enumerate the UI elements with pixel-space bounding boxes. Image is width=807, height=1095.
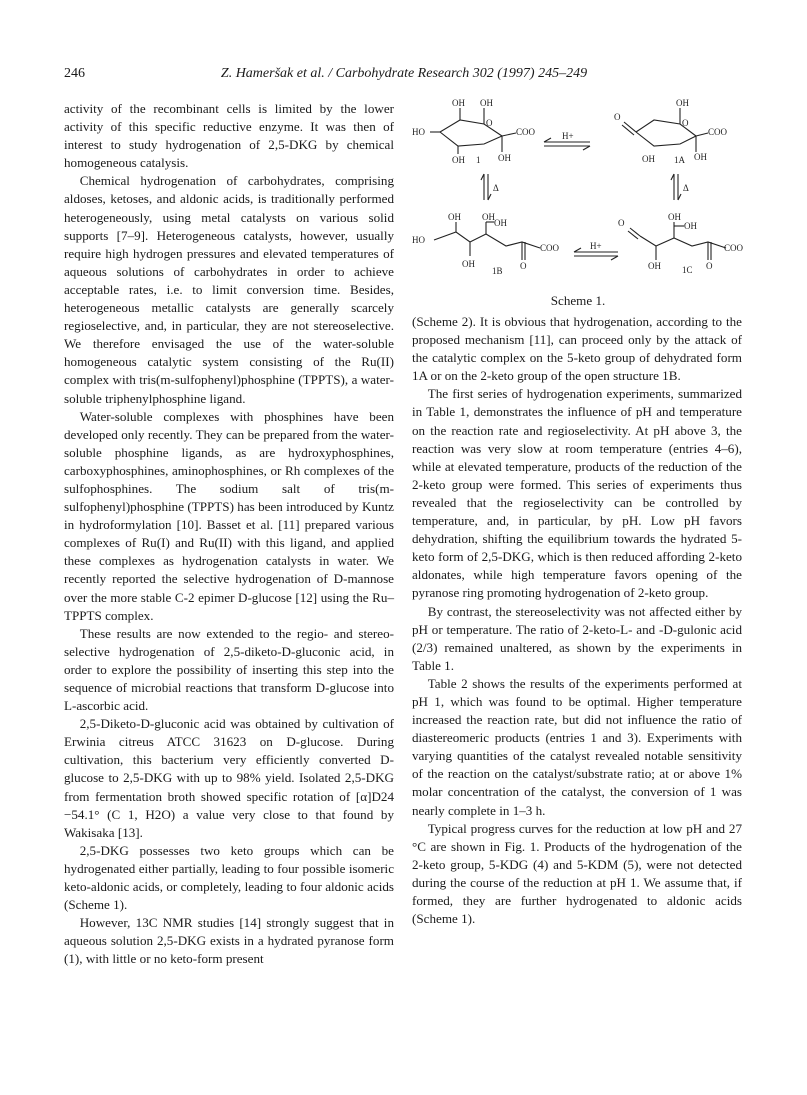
label-delta: Δ <box>683 183 689 193</box>
label-oh: OH <box>648 261 661 271</box>
label-coo: COO <box>724 243 744 253</box>
label-oh: OH <box>448 212 461 222</box>
label-coo: COO <box>540 243 560 253</box>
compound-label-1b: 1B <box>492 266 503 276</box>
label-o: O <box>520 261 527 271</box>
label-h-plus: H+ <box>590 241 602 251</box>
label-oh: OH <box>498 153 511 163</box>
right-column <box>412 313 742 928</box>
page-header <box>64 66 744 86</box>
label-oh: OH <box>668 212 681 222</box>
label-oh: OH <box>452 98 465 108</box>
label-h-plus: H+ <box>562 131 574 141</box>
paragraph: Table 2 shows the results of the experiments performed at pH 1, which was found to be optimal. Higher temperature increased the reaction rate, but did not influence the ratio of diastereomeric products (entries 1 and 3). Experiments with varying quantities of the catalyst revealed notable sensitivity of the reaction on the catalyst/substrate ratio; at or above 1% molar concentration of the catalyst, the conversion of 1 was nearly complete in 1–3 h. <box>412 675 742 818</box>
structure-1 <box>430 108 516 154</box>
paragraph: 2,5-Diketo-D-gluconic acid was obtained by cultivation of Erwinia citreus ATCC 31623 on D-glucose. During cultivation, this bacterium very efficiently converted D-glucose to 2,5-DKG with up to 98% yield. Isolated 2,5-DKG from fermentation broth showed specific rotation of [α]D24 −54.1° (C 1, H2O) a value very close to that found by Wakisaka [13]. <box>64 716 394 840</box>
label-oh: OH <box>494 218 507 228</box>
label-o: O <box>706 261 713 271</box>
label-coo: COO <box>516 127 536 137</box>
paragraph: However, 13C NMR studies [14] strongly suggest that in aqueous solution 2,5-DKG exists in a hydrated pyranose form (1), with little or no keto-form present <box>64 915 394 967</box>
paragraph: 2,5-DKG possesses two keto groups which can be hydrogenated either partially, leading to four possible isomeric keto-aldonic acids, or completely, leading to four aldonic acids (Scheme 1). <box>64 842 394 913</box>
label-oh: OH <box>480 98 493 108</box>
structure-1c <box>628 222 726 260</box>
label-oh: OH <box>452 155 465 165</box>
label-oh: OH <box>684 221 697 231</box>
paragraph: These results are now extended to the regio- and stereo-selective hydrogenation of 2,5-diketo-D-gluconic acid, in order to explore the possibility of inserting this step into the sequence of microbial reactions that transform D-glucose into L-ascorbic acid. <box>64 625 394 714</box>
label-oh: OH <box>642 154 655 164</box>
structure-1b <box>434 222 540 260</box>
label-ho: HO <box>412 235 425 245</box>
vertical-arrow-left <box>481 174 491 200</box>
paragraph: Typical progress curves for the reduction at low pH and 27 °C are shown in Fig. 1. Products of the hydrogenation of the 2-keto group, 5-KDG (4) and 5-KDM (5), were not detected during the course of the reduction at pH 1. We assume that, if formed, they are further hydrogenated to aldonic acids (Scheme 1). <box>412 820 742 927</box>
page-number: 246 <box>64 66 85 81</box>
scheme-1-figure <box>412 96 744 311</box>
left-column <box>64 100 394 969</box>
paragraph: By contrast, the stereoselectivity was not affected either by pH or temperature. The ratio of 2-keto-L- and -D-gulonic acid (2/3) remained unaltered, as shown by the experiments in Table 1. <box>412 603 742 673</box>
paragraph: (Scheme 2). It is obvious that hydrogenation, according to the proposed mechanism [11], can proceed only by the attack of the catalytic complex on the 5-keto group of dehydrated form 1A or on the 2-keto group of the open structure 1B. <box>412 314 742 384</box>
label-oh: OH <box>694 152 707 162</box>
compound-label-1a: 1A <box>674 155 685 165</box>
paragraph: The first series of hydrogenation experiments, summarized in Table 1, demonstrates the influence of pH and temperature on the reaction rate and regioselectivity. At pH above 3, the reaction was very slow at room temperature (entries 4–6), while at elevated temperature, products of the reduction of the 2-keto group were formed. This series of experiments thus revealed that the regioselectivity can be controlled by temperature, and, in particular, by pH. Low pH favors dehydration, shifting the equilibrium towards the hydrated 5-keto form of 2,5-DKG, which is then reduced affording 2-keto aldonates, while high temperature favors opening of the pyranose ring promoting hydrogenation of 2-keto group. <box>412 386 742 601</box>
scheme-caption: Scheme 1. <box>550 293 606 308</box>
structure-1a <box>622 108 708 152</box>
running-title: Z. Hameršak et al. / Carbohydrate Research 302 (1997) 245–249 <box>220 66 588 81</box>
label-oh: OH <box>462 259 475 269</box>
compound-label-1: 1 <box>476 155 481 165</box>
vertical-arrow-right <box>671 174 681 200</box>
label-ho: HO <box>412 127 425 137</box>
scheme-1-drawing <box>412 96 744 291</box>
label-o: O <box>486 118 493 128</box>
label-o: O <box>682 118 689 128</box>
label-o: O <box>618 218 625 228</box>
label-coo: COO <box>708 127 728 137</box>
paragraph: Water-soluble complexes with phosphines have been developed only recently. They can be prepared from the water-soluble phosphine ligands, as are hydroxyphosphines, carboxyphosphines, aminophosphines, or Rh complexes of the sulfophosphines. The sodium salt of tris(m-sulfophenyl)phosphine (TPPTS) has been introduced by Kuntz in hydroformylation [10]. Basset et al. [11] prepared various complexes of Ru(I) and Ru(II) with this ligand, and applied these complexes as hydrogenation catalysts in water. We recently reported the selective hydrogenation of D-mannose over the more stable C-2 epimer D-glucose [12] using the Ru–TPPTS complex. <box>64 408 394 623</box>
label-delta: Δ <box>493 183 499 193</box>
compound-label-1c: 1C <box>682 265 693 275</box>
paragraph: Chemical hydrogenation of carbohydrates, comprising aldoses, ketoses, and aldonic acids, is traditionally performed heterogeneously, using metal catalysts on various solid supports [7–9]. Heterogeneous catalysts, however, usually require high hydrogen pressures and elevated temperatures of aqueous solutions of carbohydrates in order to achieve acceptable rates, i.e. to limit conversion time. Besides, heterogeneous metallic catalysts are generally scarcely regioselective, and, in particular, they are not stereoselective. We therefore envisaged the use of the water-soluble homogeneous catalytic system consisting of the Ru(II) complex with tris(m-sulfophenyl)phosphine (TPPTS), a water-soluble triphenylphosphine ligand. <box>64 173 394 406</box>
paragraph: activity of the recombinant cells is limited by the lower activity of this specific reductive enzyme. It was then of interest to study hydrogenation of 2,5-DKG by chemical homogeneous catalysis. <box>64 101 394 171</box>
label-oh: OH <box>676 98 689 108</box>
label-oh: OH <box>482 212 495 222</box>
label-o: O <box>614 112 621 122</box>
